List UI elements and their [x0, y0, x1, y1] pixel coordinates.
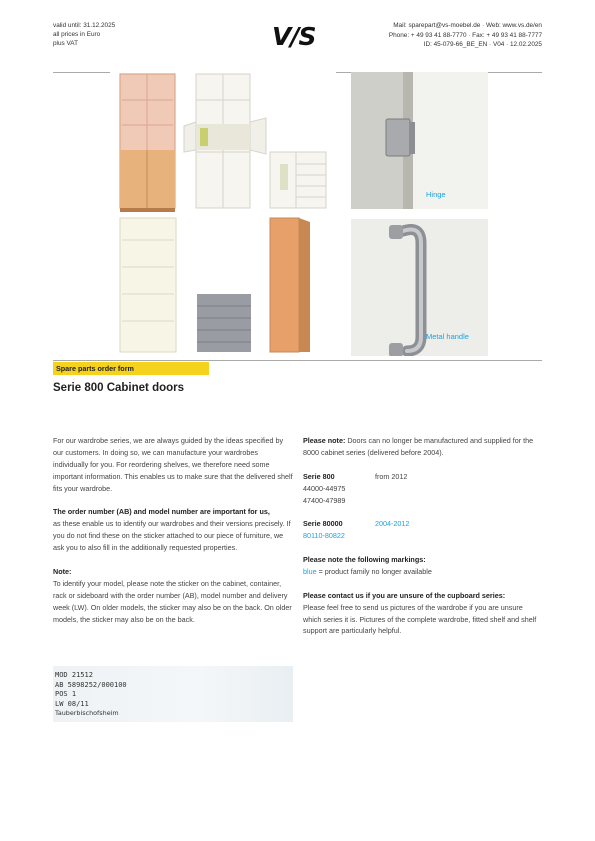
sticker-ab: AB 5898252/000100	[55, 680, 127, 689]
markings-heading: Please note the following markings:	[303, 555, 426, 565]
handle-caption: Metal handle	[426, 332, 469, 341]
please-note-label: Please note:	[303, 436, 346, 445]
section-tag: Spare parts order form	[53, 362, 209, 375]
serie-80000-years: 2004-2012	[375, 519, 410, 529]
vs-logo: V/S	[272, 22, 316, 51]
serie-800-row	[303, 471, 543, 483]
header-meta	[53, 21, 115, 48]
serie-800-years: from 2012	[375, 471, 408, 481]
page-title: Serie 800 Cabinet doors	[53, 382, 185, 394]
serie-800-range-1: 44000-44975	[303, 483, 346, 493]
hinge-caption: Hinge	[426, 190, 446, 199]
grey-drawer-image	[197, 294, 251, 352]
sticker-mod: MOD 21512	[55, 671, 93, 679]
please-note-text: Doors can no longer be manufactured and supplied for the 8000 cabinet series (delivered before 2004).	[303, 436, 534, 457]
hinge-photo	[351, 72, 488, 209]
right-column	[303, 435, 543, 649]
sticker-pos: POS 1	[55, 690, 77, 698]
white-sideboard-image	[270, 152, 326, 208]
vat-note: plus VAT	[53, 40, 78, 47]
contact-text: Please feel free to send us pictures of the wardrobe if you are unsure which series it is. Pictures of the complete wardrobe, fitted shelf and shelf support are particularly helpful.	[303, 602, 537, 636]
left-column	[53, 435, 293, 637]
order-sticker-photo	[53, 666, 293, 722]
note-heading: Note:	[53, 566, 72, 576]
serie-80000-name: Serie 80000	[303, 519, 343, 529]
sticker-lw: LW 08/11	[55, 699, 89, 708]
order-number-heading: The order number (AB) and model number are important for us,	[53, 507, 270, 517]
valid-until: valid until: 31.12.2025	[53, 22, 116, 29]
document-id: ID: 45-079-66_BE_EN · V04 · 12.02.2025	[423, 41, 542, 48]
markings-line	[303, 566, 543, 578]
cabinet-collection-photo	[110, 72, 336, 359]
serie-800-name: Serie 800	[303, 471, 335, 481]
serie-80000-range-1: 80110-80822	[303, 531, 345, 541]
photo-divider	[53, 360, 542, 361]
markings-text: = product family no longer available	[316, 566, 432, 576]
markings-blue-word: blue	[303, 566, 317, 576]
serie-800-range-2: 47400-47989	[303, 495, 346, 505]
white-shelf-image	[120, 218, 176, 352]
sticker-place: Tauberbischofsheim	[55, 709, 119, 717]
contact-heading: Please contact us if you are unsure of the cupboard series:	[303, 590, 506, 600]
header-contact	[389, 21, 542, 50]
serie-80000-row	[303, 518, 543, 530]
please-note-paragraph	[303, 435, 543, 459]
price-currency: all prices in Euro	[53, 31, 101, 38]
contact-phone-fax: Phone: + 49 93 41 88-7770 · Fax: + 49 93 41 88-7777	[388, 31, 542, 39]
beech-cabinet-image	[120, 74, 175, 212]
order-number-text: as these enable us to identify our wardrobes and their versions precisely. If you do not find these on the sticker attached to our piece of furniture, we ask you to also fill in the additionally requested properties.	[53, 519, 291, 553]
contact-mail-web: Mail: sparepart@vs-moebel.de · Web: www.vs.de/en	[393, 22, 542, 29]
beech-locker-image	[270, 218, 310, 352]
hinge-icon	[351, 72, 488, 209]
intro-paragraph: For our wardrobe series, we are always guided by the ideas specified by our customers. In doing so, we can manufacture your wardrobes individually for you. For reordering shelves, we therefore need some important information. This enables us to make sure that the delivered shelf fits your wardrobe.	[53, 436, 293, 493]
note-text: To identify your model, please note the sticker on the cabinet, container, rack or sideboard with the order number (AB), model number and delivery week (LW). On older models, the sticker may also be on the back. On older models, the sticker may also be on the back.	[53, 578, 292, 624]
